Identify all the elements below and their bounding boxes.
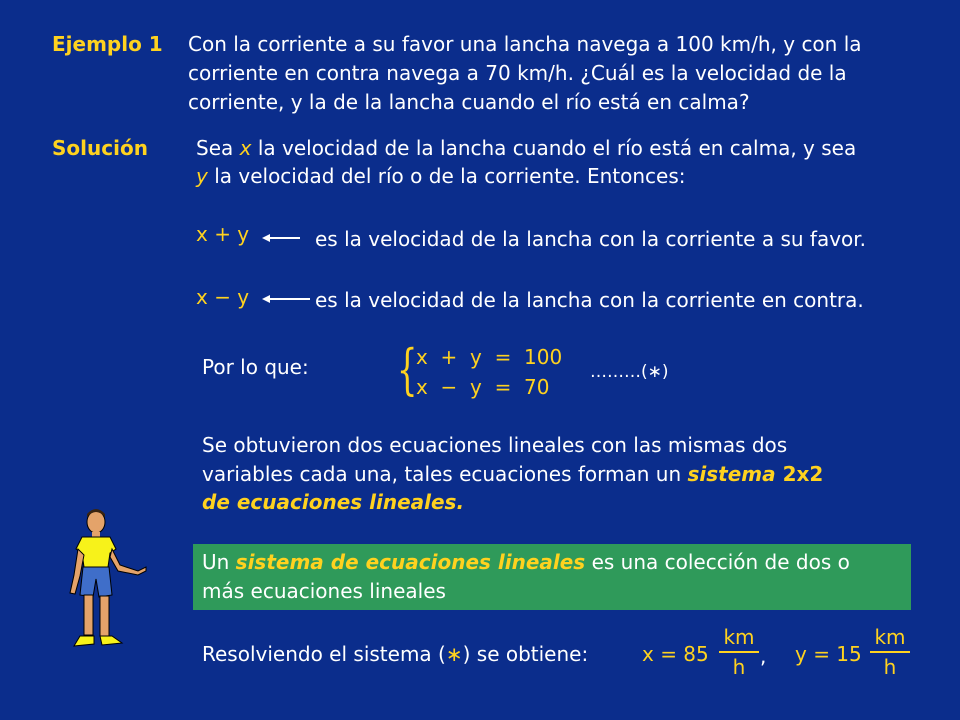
variable-y: y (196, 164, 208, 188)
example-line-1: Con la corriente a su favor una lancha navega a 100 km/h, y con la (188, 32, 862, 56)
result-comma: , (760, 644, 767, 668)
unit-fraction-y (870, 625, 910, 679)
variable-x: x (239, 136, 252, 160)
definition-post: es una colección de dos o (585, 550, 850, 574)
system-eq-1: x + y = 100 (416, 345, 563, 369)
example-line-3: corriente, y la de la lancha cuando el río está en calma? (188, 90, 750, 114)
solution-line-2 (196, 163, 686, 190)
expr-diff: x − y (196, 285, 250, 309)
solution-text-b: la velocidad de la lancha cuando el río está en calma, y sea (251, 136, 857, 160)
unit-numerator: km (874, 625, 906, 649)
definition-line-1 (202, 549, 850, 576)
definition-term: sistema de ecuaciones lineales (235, 550, 586, 574)
definition-pre: Un (202, 550, 236, 574)
paragraph-line-1: Se obtuvieron dos ecuaciones lineales con las mismas dos (202, 433, 788, 457)
unit-denominator: h (883, 654, 897, 679)
paragraph-line-3: de ecuaciones lineales. (202, 490, 465, 514)
paragraph-line-2 (202, 461, 823, 488)
expr-sum: x + y (196, 222, 250, 246)
result-text-b: ) se obtiene: (462, 642, 589, 666)
system-eq-2: x − y = 70 (416, 375, 550, 399)
result-text-a: Resolviendo el sistema ( (202, 642, 446, 666)
arrow-line (268, 237, 300, 239)
system-brace: { (396, 338, 418, 401)
character-illustration (60, 505, 160, 660)
arrow-line (268, 298, 310, 300)
paragraph-emphasis: sistema (687, 462, 776, 486)
example-label: Ejemplo 1 (52, 32, 163, 56)
result-star: ∗ (445, 642, 463, 666)
system-tag: ………(∗) (590, 362, 669, 382)
paragraph-text: variables cada una, tales ecuaciones forman un (202, 462, 688, 486)
result-y: y = 15 (795, 642, 862, 666)
definition-line-2: más ecuaciones lineales (202, 579, 446, 603)
expr-diff-desc: es la velocidad de la lancha con la corriente en contra. (315, 288, 864, 312)
result-text (202, 641, 588, 668)
solution-label: Solución (52, 136, 148, 160)
expr-sum-desc: es la velocidad de la lancha con la corriente a su favor. (315, 227, 867, 251)
unit-numerator: km (723, 625, 755, 649)
solution-line-1 (196, 135, 856, 162)
solution-text-a: Sea (196, 136, 240, 160)
fraction-bar (870, 651, 910, 653)
unit-fraction-x (719, 625, 759, 679)
result-x: x = 85 (642, 642, 709, 666)
solution-text-c: la velocidad del río o de la corriente. Entonces: (207, 164, 686, 188)
paragraph-size: 2x2 (775, 462, 824, 486)
system-intro: Por lo que: (202, 355, 309, 379)
fraction-bar (719, 651, 759, 653)
unit-denominator: h (732, 654, 746, 679)
example-line-2: corriente en contra navega a 70 km/h. ¿Cuál es la velocidad de la (188, 61, 847, 85)
